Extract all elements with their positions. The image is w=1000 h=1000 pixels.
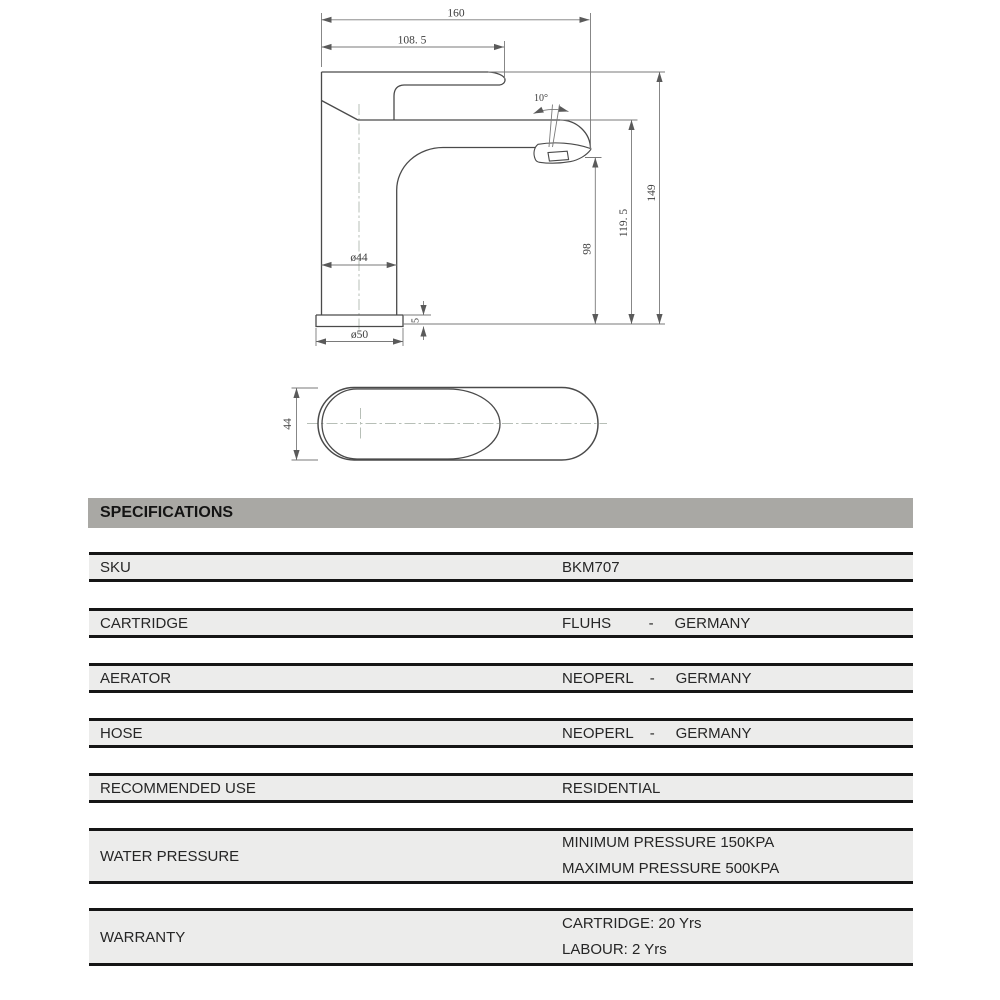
specifications-header: SPECIFICATIONS bbox=[88, 498, 913, 528]
table-row-aerator bbox=[89, 663, 913, 693]
dim-label-5: 5 bbox=[410, 318, 422, 323]
row-label: HOSE bbox=[100, 724, 143, 742]
table-row-sku bbox=[89, 552, 913, 582]
dim-label-10deg: 10° bbox=[534, 93, 548, 104]
row-label: RECOMMENDED USE bbox=[100, 779, 256, 797]
row-label: SKU bbox=[100, 558, 131, 576]
table-row-water-pressure bbox=[89, 828, 913, 884]
handle-tip-and-bottom bbox=[394, 72, 505, 120]
row-value bbox=[562, 911, 701, 963]
value-line-1: MINIMUM PRESSURE 150KPA bbox=[562, 834, 775, 851]
row-value: BKM707 bbox=[562, 558, 620, 576]
dim-label-119-5: 119. 5 bbox=[618, 208, 630, 238]
value-line-1: CARTRIDGE: 20 Yrs bbox=[562, 915, 702, 932]
side-view bbox=[316, 8, 665, 347]
table-row-recommended-use bbox=[89, 773, 913, 803]
row-value bbox=[562, 830, 779, 882]
spout-underside bbox=[397, 148, 536, 316]
row-value: RESIDENTIAL bbox=[562, 779, 661, 797]
value-line-2: LABOUR: 2 Yrs bbox=[562, 941, 667, 958]
row-label: WATER PRESSURE bbox=[100, 847, 240, 865]
row-label: AERATOR bbox=[100, 669, 172, 687]
dim-label-dia50: ø50 bbox=[350, 329, 369, 341]
aerator-insert bbox=[548, 151, 569, 161]
value-line-2: MAXIMUM PRESSURE 500KPA bbox=[562, 860, 780, 877]
dim-label-98: 98 bbox=[581, 243, 594, 255]
angle-legs bbox=[549, 105, 560, 148]
table-row-cartridge bbox=[89, 608, 913, 638]
top-view bbox=[282, 388, 607, 461]
row-label: WARRANTY bbox=[100, 928, 186, 946]
row-value: NEOPERL - GERMANY bbox=[562, 669, 752, 687]
table-row-warranty bbox=[89, 908, 913, 966]
row-label: CARTRIDGE bbox=[100, 614, 189, 632]
dim-label-44: 44 bbox=[282, 418, 294, 430]
angle-arc bbox=[534, 109, 569, 113]
table-row-hose bbox=[89, 718, 913, 748]
handle-back-wedge bbox=[322, 101, 359, 121]
dim-label-149: 149 bbox=[646, 184, 658, 202]
dim-label-108-5: 108. 5 bbox=[397, 34, 427, 47]
row-value: NEOPERL - GERMANY bbox=[562, 724, 752, 742]
dim-label-dia44: ø44 bbox=[350, 252, 368, 264]
dim-label-160: 160 bbox=[447, 7, 465, 20]
technical-drawing bbox=[0, 0, 1000, 495]
row-value: FLUHS - GERMANY bbox=[562, 614, 751, 632]
